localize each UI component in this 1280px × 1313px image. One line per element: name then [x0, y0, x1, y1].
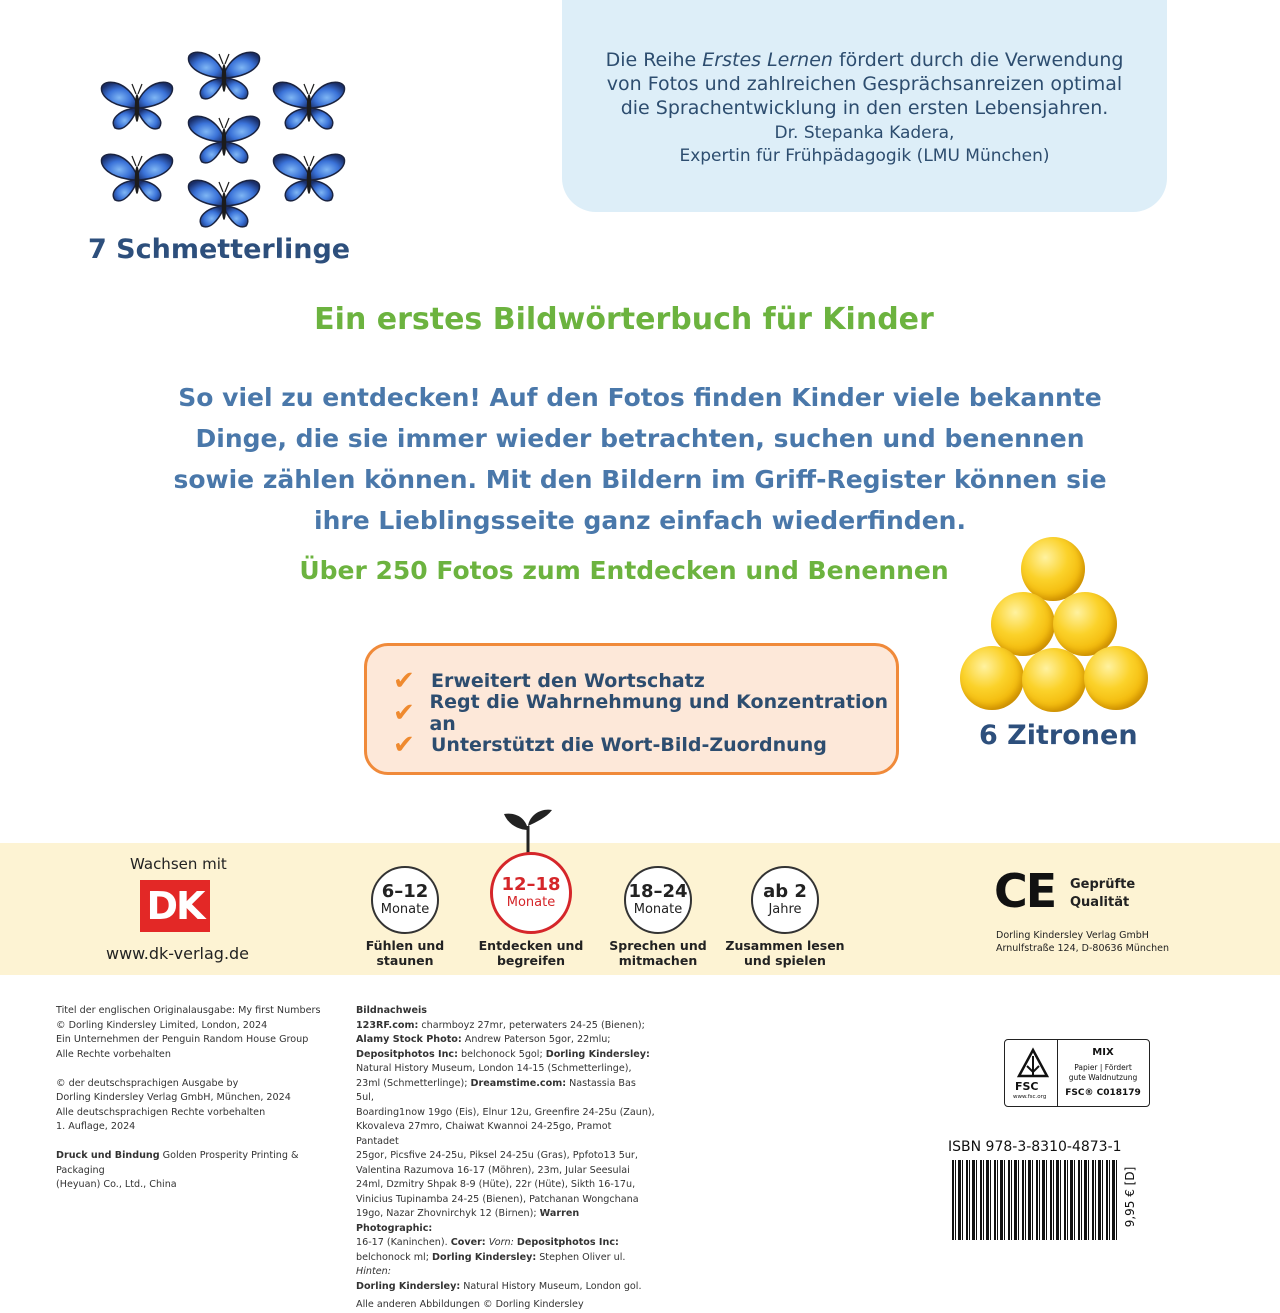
lemon-image — [1084, 646, 1148, 710]
fsc-logo-text: FSC — [1015, 1080, 1039, 1093]
intro-line-4: ihre Lieblingsseite ganz einfach wiederfinden. — [314, 506, 966, 535]
ce-mark: CE — [994, 864, 1056, 918]
intro-line-3: sowie zählen können. Mit den Bildern im Griff-Register können sie — [173, 465, 1107, 494]
stage-unit: Monate — [506, 895, 556, 910]
quote-text — [562, 48, 1167, 168]
photo-credits: Bildnachweis 123RF.com: charmboyz 27mr, peterwaters 24-25 (Bienen); Alamy Stock Photo: Andrew Paterson 5gor, 22mlu; Depositphotos Inc: belchonock 5gol; Dorling Kindersley: Natural History Museum, London 14-15 (Schmetterlinge), 23ml (Schmetterlinge); Dreamstime.com: Nastassia Bas 5ul, Boarding1now 19go (Eis), Elnur 12u, Greenfire 24-25u (Zaun), Kkovaleva 27mro, Chaiwat Kwannoi 24-25go, Pramot Pantadet 25gor, Picsfive 24-25u, Piksel 24-25u (Gras), Ppfoto13 5ur, Valentina Razumova 16-17 (Möhren), 23m, Jular Seesulai 24ml, Dzmitry Shpak 8-9 (Hüte), 22r (Hüte), Sikth 16-17u, Vinicius Tupinamba 24-25 (Bienen), Patchanan Wongchana 19go, Nazar Zhovnirchyk 12 (Birnen); Warren Photographic: 16-17 (Kaninchen). Cover: Vorn: Depositphotos Inc: belchonock ml; Dorling Kindersley: Stephen Oliver ul. Hinten: Dorling Kindersley: Natural History Museum, London gol. Alle anderen Abbildungen © Dorling Kindersley — [356, 1005, 655, 1310]
benefit-text: Erweitert den Wortschatz — [431, 670, 705, 692]
butterfly-image — [271, 76, 347, 132]
quote-line-3: die Sprachentwicklung in den ersten Lebensjahren. — [620, 97, 1109, 119]
fsc-tree-icon — [1015, 1046, 1051, 1080]
age-stage-1 — [371, 866, 439, 934]
checkmark-icon: ✔ — [393, 698, 415, 728]
lemon-image — [960, 646, 1024, 710]
quote-line-1a: Die Reihe — [605, 49, 703, 71]
isbn-text: ISBN 978-3-8310-4873-1 — [948, 1139, 1122, 1155]
sprout-icon — [500, 808, 556, 858]
benefit-item — [393, 691, 896, 735]
lemon-image — [1022, 648, 1086, 712]
lemons-label: 6 Zitronen — [979, 720, 1138, 751]
butterfly-image — [99, 76, 175, 132]
dk-logo: DK — [140, 880, 210, 932]
checkmark-icon: ✔ — [393, 666, 415, 696]
age-stage-2 — [490, 852, 572, 934]
lemon-image — [1021, 537, 1085, 601]
stage-number: 12–18 — [501, 874, 561, 895]
stage-caption: Zusammen lesen und spielen — [725, 938, 845, 968]
butterfly-image — [186, 110, 262, 166]
quote-author: Dr. Stepanka Kadera, — [774, 123, 955, 143]
grow-with-label: Wachsen mit — [130, 855, 227, 873]
butterfly-image — [186, 46, 262, 102]
fsc-label — [1004, 1039, 1150, 1107]
butterfly-image — [186, 174, 262, 230]
benefit-text: Unterstützt die Wort-Bild-Zuordnung — [431, 734, 827, 756]
intro-line-2: Dinge, die sie immer wieder betrachten, suchen und benennen — [195, 424, 1085, 453]
price-label: 9,95 € [D] — [1123, 1166, 1137, 1228]
subheadline: Über 250 Fotos zum Entdecken und Benennen — [299, 556, 949, 585]
quote-line-1b: fördert durch die Verwendung — [832, 49, 1124, 71]
butterfly-image — [99, 148, 175, 204]
publisher-address: Dorling Kindersley Verlag GmbH Arnulfstraße 124, D-80636 München — [996, 930, 1170, 954]
benefit-item — [393, 730, 827, 760]
intro-line-1: So viel zu entdecken! Auf den Fotos finden Kinder viele bekannte — [178, 383, 1102, 412]
barcode — [952, 1160, 1120, 1240]
imprint: Titel der englischen Originalausgabe: My first Numbers © Dorling Kindersley Limited, London, 2024 Ein Unternehmen der Penguin Random House Group Alle Rechte vorbehalten © der deutschsprachigen Ausgabe by Dorling Kindersley Verlag GmbH, München, 2024 Alle deutschsprachigen Rechte vorbehalten 1. Auflage, 2024 Druck und Bindung Golden Prosperity Printing & Packaging (Heyuan) Co., Ltd., China — [56, 1005, 321, 1190]
fsc-url: www.fsc.org — [1013, 1094, 1047, 1100]
intro-text — [130, 377, 1150, 541]
stage-number: ab 2 — [763, 881, 807, 902]
benefit-text: Regt die Wahrnehmung und Konzentration an — [429, 691, 889, 735]
stage-caption: Fühlen und staunen — [365, 938, 445, 968]
quote-author-title: Expertin für Frühpädagogik (LMU München) — [679, 146, 1050, 166]
website-link[interactable]: www.dk-verlag.de — [106, 944, 250, 963]
stage-caption: Sprechen und mitmachen — [609, 938, 707, 968]
quote-line-2: von Fotos und zahlreichen Gesprächsanreizen optimal — [606, 73, 1123, 95]
stage-unit: Monate — [380, 902, 430, 917]
fsc-paper: Papier | Fördert gute Waldnutzung — [1068, 1063, 1138, 1082]
butterflies-label: 7 Schmetterlinge — [88, 234, 351, 265]
quality-label: Geprüfte Qualität — [1070, 877, 1136, 910]
benefits-box — [364, 643, 899, 775]
stage-number: 18–24 — [628, 881, 688, 902]
stage-caption: Entdecken und begreifen — [478, 938, 584, 968]
stage-unit: Jahre — [768, 902, 802, 917]
butterfly-image — [271, 148, 347, 204]
fsc-mix: MIX — [1092, 1047, 1114, 1058]
checkmark-icon: ✔ — [393, 730, 415, 760]
stage-number: 6–12 — [381, 881, 429, 902]
fsc-code: FSC® C018179 — [1065, 1088, 1141, 1098]
age-stage-4 — [751, 866, 819, 934]
stage-unit: Monate — [633, 902, 683, 917]
headline: Ein erstes Bildwörterbuch für Kinder — [314, 302, 934, 337]
quote-box — [562, 0, 1167, 212]
age-stage-3 — [624, 866, 692, 934]
fsc-divider — [1057, 1040, 1058, 1106]
quote-series-name: Erstes Lernen — [702, 49, 833, 71]
